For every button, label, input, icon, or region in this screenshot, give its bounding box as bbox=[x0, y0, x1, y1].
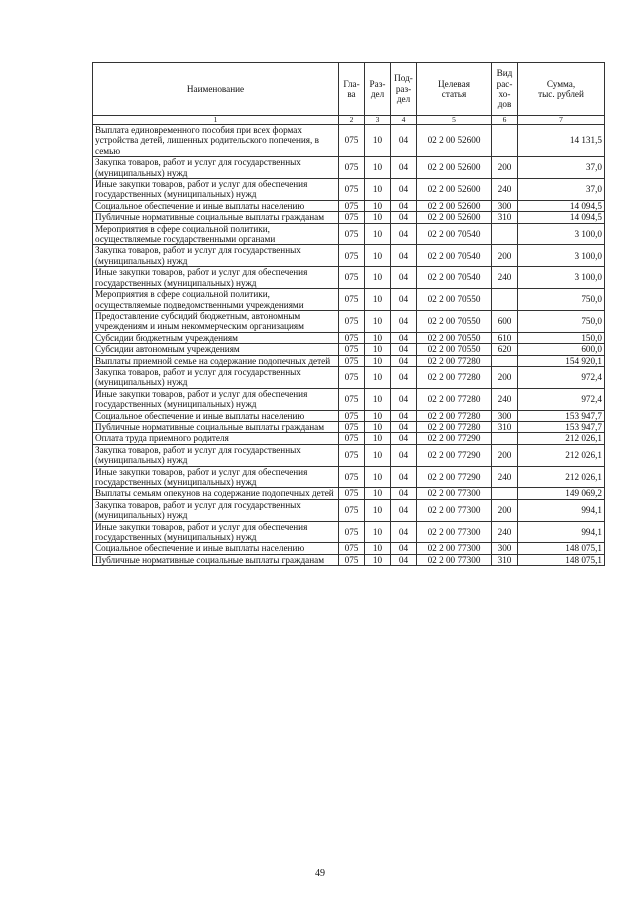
row-glava-cell: 075 bbox=[339, 157, 365, 179]
row-razdel-cell: 10 bbox=[365, 200, 391, 211]
table-row bbox=[93, 289, 605, 311]
table-row bbox=[93, 466, 605, 488]
table-row bbox=[93, 332, 605, 343]
row-sum-cell: 3 100,0 bbox=[518, 267, 605, 289]
row-razdel-cell: 10 bbox=[365, 433, 391, 444]
row-name-cell: Закупка товаров, работ и услуг для государственных (муниципальных) нужд bbox=[93, 366, 339, 388]
table-row bbox=[93, 212, 605, 223]
row-sum-cell: 994,1 bbox=[518, 499, 605, 521]
row-expense-type-cell: 240 bbox=[492, 179, 518, 201]
row-razdel-cell: 10 bbox=[365, 366, 391, 388]
header-glava: Гла- ва bbox=[339, 63, 365, 116]
row-glava-cell: 075 bbox=[339, 179, 365, 201]
row-name-cell: Предоставление субсидий бюджетным, автономным учреждениям и иным некоммерческим организациям bbox=[93, 310, 339, 332]
row-name-cell: Иные закупки товаров, работ и услуг для обеспечения государственных (муниципальных) нужд bbox=[93, 521, 339, 543]
row-target-article-cell: 02 2 00 52600 bbox=[417, 200, 492, 211]
row-glava-cell: 075 bbox=[339, 344, 365, 355]
row-podrazdel-cell: 04 bbox=[391, 179, 417, 201]
row-target-article-cell: 02 2 00 70550 bbox=[417, 344, 492, 355]
row-sum-cell: 148 075,1 bbox=[518, 543, 605, 554]
row-sum-cell: 972,4 bbox=[518, 366, 605, 388]
row-expense-type-cell: 310 bbox=[492, 554, 518, 565]
row-expense-type-cell bbox=[492, 433, 518, 444]
row-target-article-cell: 02 2 00 77280 bbox=[417, 355, 492, 366]
row-podrazdel-cell: 04 bbox=[391, 267, 417, 289]
row-glava-cell: 075 bbox=[339, 433, 365, 444]
table-row bbox=[93, 421, 605, 432]
row-sum-cell: 3 100,0 bbox=[518, 245, 605, 267]
row-glava-cell: 075 bbox=[339, 543, 365, 554]
row-podrazdel-cell: 04 bbox=[391, 223, 417, 245]
row-expense-type-cell: 310 bbox=[492, 212, 518, 223]
row-podrazdel-cell: 04 bbox=[391, 444, 417, 466]
row-sum-cell: 14 094,5 bbox=[518, 200, 605, 211]
row-glava-cell: 075 bbox=[339, 267, 365, 289]
table-row bbox=[93, 499, 605, 521]
table-row bbox=[93, 310, 605, 332]
row-podrazdel-cell: 04 bbox=[391, 466, 417, 488]
row-name-cell: Публичные нормативные социальные выплаты гражданам bbox=[93, 554, 339, 565]
row-name-cell: Социальное обеспечение и иные выплаты населению bbox=[93, 543, 339, 554]
row-podrazdel-cell: 04 bbox=[391, 125, 417, 157]
row-target-article-cell: 02 2 00 77300 bbox=[417, 521, 492, 543]
row-expense-type-cell bbox=[492, 223, 518, 245]
row-razdel-cell: 10 bbox=[365, 157, 391, 179]
row-target-article-cell: 02 2 00 70540 bbox=[417, 267, 492, 289]
row-sum-cell: 148 075,1 bbox=[518, 554, 605, 565]
row-expense-type-cell: 240 bbox=[492, 267, 518, 289]
page-number: 49 bbox=[315, 868, 325, 879]
row-target-article-cell: 02 2 00 77290 bbox=[417, 433, 492, 444]
row-glava-cell: 075 bbox=[339, 421, 365, 432]
row-name-cell: Мероприятия в сфере социальной политики, осуществляемые подведомственными учреждениями bbox=[93, 289, 339, 311]
row-sum-cell: 3 100,0 bbox=[518, 223, 605, 245]
column-number: 5 bbox=[417, 116, 492, 125]
row-glava-cell: 075 bbox=[339, 355, 365, 366]
row-glava-cell: 075 bbox=[339, 332, 365, 343]
row-podrazdel-cell: 04 bbox=[391, 200, 417, 211]
table-row bbox=[93, 388, 605, 410]
row-sum-cell: 14 131,5 bbox=[518, 125, 605, 157]
row-expense-type-cell bbox=[492, 355, 518, 366]
table-row bbox=[93, 125, 605, 157]
row-name-cell: Мероприятия в сфере социальной политики, осуществляемые государственными органами bbox=[93, 223, 339, 245]
row-expense-type-cell: 620 bbox=[492, 344, 518, 355]
row-glava-cell: 075 bbox=[339, 245, 365, 267]
row-name-cell: Выплаты семьям опекунов на содержание подопечных детей bbox=[93, 488, 339, 499]
row-podrazdel-cell: 04 bbox=[391, 245, 417, 267]
row-podrazdel-cell: 04 bbox=[391, 433, 417, 444]
budget-table bbox=[92, 62, 605, 566]
column-number: 4 bbox=[391, 116, 417, 125]
header-target-article: Целевая статья bbox=[417, 63, 492, 116]
header-name: Наименование bbox=[93, 63, 339, 116]
row-target-article-cell: 02 2 00 77300 bbox=[417, 499, 492, 521]
row-name-cell: Выплата единовременного пособия при всех формах устройства детей, лишенных родительского попечения, в семью bbox=[93, 125, 339, 157]
row-target-article-cell: 02 2 00 77290 bbox=[417, 444, 492, 466]
row-target-article-cell: 02 2 00 52600 bbox=[417, 179, 492, 201]
row-razdel-cell: 10 bbox=[365, 223, 391, 245]
table-row bbox=[93, 521, 605, 543]
row-name-cell: Иные закупки товаров, работ и услуг для обеспечения государственных (муниципальных) нужд bbox=[93, 267, 339, 289]
row-name-cell: Публичные нормативные социальные выплаты гражданам bbox=[93, 421, 339, 432]
row-glava-cell: 075 bbox=[339, 554, 365, 565]
row-podrazdel-cell: 04 bbox=[391, 554, 417, 565]
row-razdel-cell: 10 bbox=[365, 267, 391, 289]
row-target-article-cell: 02 2 00 77280 bbox=[417, 388, 492, 410]
row-sum-cell: 37,0 bbox=[518, 157, 605, 179]
table-row bbox=[93, 344, 605, 355]
row-razdel-cell: 10 bbox=[365, 355, 391, 366]
row-name-cell: Публичные нормативные социальные выплаты гражданам bbox=[93, 212, 339, 223]
row-name-cell: Иные закупки товаров, работ и услуг для обеспечения государственных (муниципальных) нужд bbox=[93, 179, 339, 201]
row-expense-type-cell: 310 bbox=[492, 421, 518, 432]
row-sum-cell: 600,0 bbox=[518, 344, 605, 355]
table-row bbox=[93, 223, 605, 245]
row-podrazdel-cell: 04 bbox=[391, 410, 417, 421]
row-razdel-cell: 10 bbox=[365, 499, 391, 521]
row-podrazdel-cell: 04 bbox=[391, 499, 417, 521]
row-name-cell: Выплаты приемной семье на содержание подопечных детей bbox=[93, 355, 339, 366]
row-sum-cell: 750,0 bbox=[518, 289, 605, 311]
row-podrazdel-cell: 04 bbox=[391, 366, 417, 388]
row-target-article-cell: 02 2 00 77300 bbox=[417, 488, 492, 499]
row-podrazdel-cell: 04 bbox=[391, 355, 417, 366]
row-glava-cell: 075 bbox=[339, 212, 365, 223]
row-sum-cell: 212 026,1 bbox=[518, 433, 605, 444]
row-glava-cell: 075 bbox=[339, 499, 365, 521]
table-row bbox=[93, 410, 605, 421]
row-podrazdel-cell: 04 bbox=[391, 310, 417, 332]
row-expense-type-cell bbox=[492, 488, 518, 499]
row-expense-type-cell: 300 bbox=[492, 410, 518, 421]
row-target-article-cell: 02 2 00 70540 bbox=[417, 245, 492, 267]
table-row bbox=[93, 543, 605, 554]
row-sum-cell: 153 947,7 bbox=[518, 410, 605, 421]
row-name-cell: Иные закупки товаров, работ и услуг для обеспечения государственных (муниципальных) нужд bbox=[93, 466, 339, 488]
row-target-article-cell: 02 2 00 70550 bbox=[417, 332, 492, 343]
table-row bbox=[93, 200, 605, 211]
column-number-row bbox=[93, 116, 605, 125]
row-razdel-cell: 10 bbox=[365, 310, 391, 332]
row-expense-type-cell: 300 bbox=[492, 200, 518, 211]
row-target-article-cell: 02 2 00 77280 bbox=[417, 366, 492, 388]
row-sum-cell: 972,4 bbox=[518, 388, 605, 410]
row-name-cell: Субсидии автономным учреждениям bbox=[93, 344, 339, 355]
row-target-article-cell: 02 2 00 52600 bbox=[417, 125, 492, 157]
column-number: 1 bbox=[93, 116, 339, 125]
row-name-cell: Закупка товаров, работ и услуг для государственных (муниципальных) нужд bbox=[93, 245, 339, 267]
column-number: 2 bbox=[339, 116, 365, 125]
row-razdel-cell: 10 bbox=[365, 289, 391, 311]
row-glava-cell: 075 bbox=[339, 310, 365, 332]
row-name-cell: Закупка товаров, работ и услуг для государственных (муниципальных) нужд bbox=[93, 499, 339, 521]
row-expense-type-cell: 610 bbox=[492, 332, 518, 343]
column-number: 3 bbox=[365, 116, 391, 125]
row-razdel-cell: 10 bbox=[365, 245, 391, 267]
row-podrazdel-cell: 04 bbox=[391, 543, 417, 554]
row-target-article-cell: 02 2 00 70540 bbox=[417, 223, 492, 245]
row-sum-cell: 153 947,7 bbox=[518, 421, 605, 432]
row-razdel-cell: 10 bbox=[365, 410, 391, 421]
row-podrazdel-cell: 04 bbox=[391, 388, 417, 410]
table-row bbox=[93, 488, 605, 499]
row-sum-cell: 154 920,1 bbox=[518, 355, 605, 366]
row-expense-type-cell: 240 bbox=[492, 388, 518, 410]
row-razdel-cell: 10 bbox=[365, 344, 391, 355]
row-expense-type-cell: 200 bbox=[492, 245, 518, 267]
row-podrazdel-cell: 04 bbox=[391, 344, 417, 355]
row-glava-cell: 075 bbox=[339, 388, 365, 410]
row-expense-type-cell: 300 bbox=[492, 543, 518, 554]
row-expense-type-cell: 240 bbox=[492, 521, 518, 543]
row-podrazdel-cell: 04 bbox=[391, 521, 417, 543]
row-glava-cell: 075 bbox=[339, 410, 365, 421]
table-row bbox=[93, 444, 605, 466]
row-podrazdel-cell: 04 bbox=[391, 332, 417, 343]
row-glava-cell: 075 bbox=[339, 125, 365, 157]
row-expense-type-cell: 200 bbox=[492, 444, 518, 466]
table-row bbox=[93, 355, 605, 366]
row-podrazdel-cell: 04 bbox=[391, 212, 417, 223]
row-name-cell: Закупка товаров, работ и услуг для государственных (муниципальных) нужд bbox=[93, 444, 339, 466]
row-glava-cell: 075 bbox=[339, 466, 365, 488]
row-target-article-cell: 02 2 00 52600 bbox=[417, 212, 492, 223]
table-row bbox=[93, 366, 605, 388]
row-razdel-cell: 10 bbox=[365, 543, 391, 554]
header-podrazdel: Под- раз- дел bbox=[391, 63, 417, 116]
row-sum-cell: 994,1 bbox=[518, 521, 605, 543]
row-sum-cell: 37,0 bbox=[518, 179, 605, 201]
row-glava-cell: 075 bbox=[339, 200, 365, 211]
row-expense-type-cell: 200 bbox=[492, 499, 518, 521]
row-glava-cell: 075 bbox=[339, 488, 365, 499]
row-target-article-cell: 02 2 00 77290 bbox=[417, 466, 492, 488]
table-body bbox=[93, 125, 605, 566]
row-podrazdel-cell: 04 bbox=[391, 157, 417, 179]
row-razdel-cell: 10 bbox=[365, 388, 391, 410]
table-row bbox=[93, 245, 605, 267]
row-target-article-cell: 02 2 00 77300 bbox=[417, 543, 492, 554]
row-expense-type-cell bbox=[492, 125, 518, 157]
header-expense-type: Вид рас- хо- дов bbox=[492, 63, 518, 116]
row-expense-type-cell: 240 bbox=[492, 466, 518, 488]
row-glava-cell: 075 bbox=[339, 444, 365, 466]
row-podrazdel-cell: 04 bbox=[391, 421, 417, 432]
row-razdel-cell: 10 bbox=[365, 488, 391, 499]
row-target-article-cell: 02 2 00 70550 bbox=[417, 310, 492, 332]
row-target-article-cell: 02 2 00 52600 bbox=[417, 157, 492, 179]
row-glava-cell: 075 bbox=[339, 223, 365, 245]
row-razdel-cell: 10 bbox=[365, 466, 391, 488]
row-razdel-cell: 10 bbox=[365, 212, 391, 223]
row-sum-cell: 150,0 bbox=[518, 332, 605, 343]
row-sum-cell: 149 069,2 bbox=[518, 488, 605, 499]
row-razdel-cell: 10 bbox=[365, 444, 391, 466]
table-row bbox=[93, 179, 605, 201]
row-expense-type-cell: 200 bbox=[492, 157, 518, 179]
table-row bbox=[93, 157, 605, 179]
column-number: 7 bbox=[518, 116, 605, 125]
row-sum-cell: 212 026,1 bbox=[518, 466, 605, 488]
row-razdel-cell: 10 bbox=[365, 521, 391, 543]
row-razdel-cell: 10 bbox=[365, 421, 391, 432]
row-name-cell: Субсидии бюджетным учреждениям bbox=[93, 332, 339, 343]
row-target-article-cell: 02 2 00 77300 bbox=[417, 554, 492, 565]
header-sum: Сумма, тыс. рублей bbox=[518, 63, 605, 116]
row-glava-cell: 075 bbox=[339, 366, 365, 388]
row-name-cell: Оплата труда приемного родителя bbox=[93, 433, 339, 444]
row-expense-type-cell: 600 bbox=[492, 310, 518, 332]
row-name-cell: Иные закупки товаров, работ и услуг для обеспечения государственных (муниципальных) нужд bbox=[93, 388, 339, 410]
row-podrazdel-cell: 04 bbox=[391, 289, 417, 311]
row-name-cell: Социальное обеспечение и иные выплаты населению bbox=[93, 200, 339, 211]
row-razdel-cell: 10 bbox=[365, 125, 391, 157]
table-row bbox=[93, 433, 605, 444]
row-razdel-cell: 10 bbox=[365, 179, 391, 201]
row-sum-cell: 750,0 bbox=[518, 310, 605, 332]
row-glava-cell: 075 bbox=[339, 521, 365, 543]
row-razdel-cell: 10 bbox=[365, 332, 391, 343]
row-target-article-cell: 02 2 00 77280 bbox=[417, 410, 492, 421]
row-glava-cell: 075 bbox=[339, 289, 365, 311]
row-target-article-cell: 02 2 00 70550 bbox=[417, 289, 492, 311]
table-header-row bbox=[93, 63, 605, 116]
row-sum-cell: 14 094,5 bbox=[518, 212, 605, 223]
row-name-cell: Социальное обеспечение и иные выплаты населению bbox=[93, 410, 339, 421]
table-row bbox=[93, 267, 605, 289]
row-expense-type-cell: 200 bbox=[492, 366, 518, 388]
row-sum-cell: 212 026,1 bbox=[518, 444, 605, 466]
table-row bbox=[93, 554, 605, 565]
row-name-cell: Закупка товаров, работ и услуг для государственных (муниципальных) нужд bbox=[93, 157, 339, 179]
column-number: 6 bbox=[492, 116, 518, 125]
row-expense-type-cell bbox=[492, 289, 518, 311]
row-podrazdel-cell: 04 bbox=[391, 488, 417, 499]
row-target-article-cell: 02 2 00 77280 bbox=[417, 421, 492, 432]
header-razdel: Раз- дел bbox=[365, 63, 391, 116]
row-razdel-cell: 10 bbox=[365, 554, 391, 565]
